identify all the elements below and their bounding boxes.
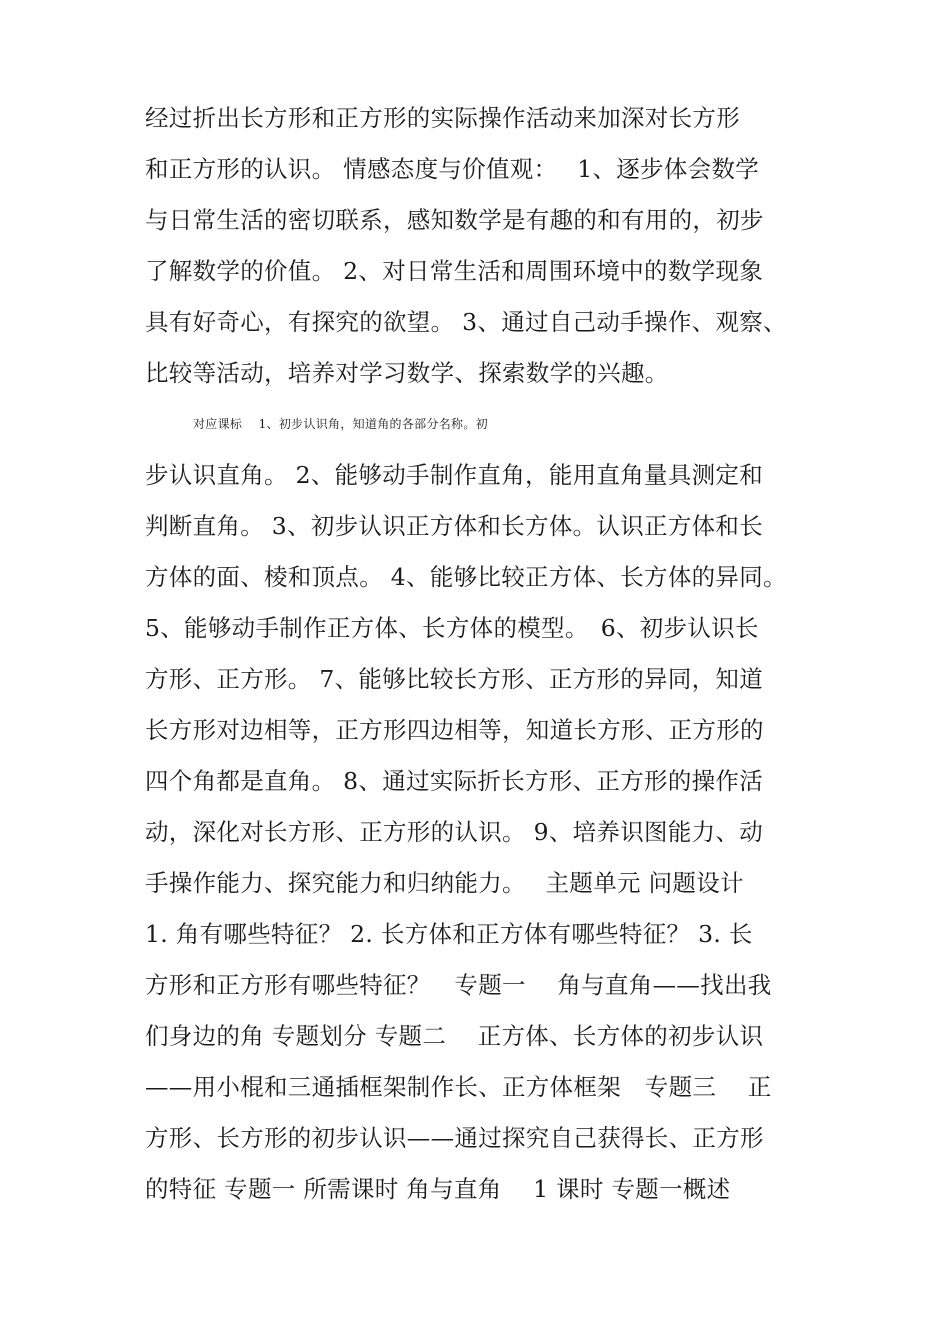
text-line-5: 具有好奇心，有探究的欲望。 3、通过自己动手操作、观察、 xyxy=(145,308,787,336)
text-line-11: 5、能够动手制作正方体、长方体的模型。 6、初步认识长 xyxy=(145,614,759,642)
text-line-2: 和正方形的认识。 情感态度与价值观： 1、逐步体会数学 xyxy=(145,155,760,183)
text-line-19: 们身边的角 专题划分 专题二 正方体、长方体的初步认识 xyxy=(145,1022,764,1050)
text-line-8: 步认识直角。 2、能够动手制作直角，能用直角量具测定和 xyxy=(145,461,764,489)
text-line-22: 的特征 专题一 所需课时 角与直角 1 课时 专题一概述 xyxy=(145,1175,731,1203)
text-line-1: 经过折出长方形和正方形的实际操作活动来加深对长方形 xyxy=(145,104,740,132)
text-line-15: 动，深化对长方形、正方形的认识。 9、培养识图能力、动 xyxy=(145,818,764,846)
text-line-21: 方形、长方形的初步认识——通过探究自己获得长、正方形 xyxy=(145,1124,764,1152)
text-line-4: 了解数学的价值。 2、对日常生活和周围环境中的数学现象 xyxy=(145,257,764,285)
text-line-12: 方形、正方形。 7、能够比较长方形、正方形的异同，知道 xyxy=(145,665,764,693)
text-line-9: 判断直角。 3、初步认识正方体和长方体。认识正方体和长 xyxy=(145,512,764,540)
text-line-14: 四个角都是直角。 8、通过实际折长方形、正方形的操作活 xyxy=(145,767,764,795)
text-line-18: 方形和正方形有哪些特征？ 专题一 角与直角——找出我 xyxy=(145,971,772,999)
text-line-17: 1. 角有哪些特征？ 2. 长方体和正方体有哪些特征？ 3. 长 xyxy=(145,920,753,948)
text-line-10: 方体的面、棱和顶点。 4、能够比较正方体、长方体的异同。 xyxy=(145,563,787,591)
text-line-3: 与日常生活的密切联系，感知数学是有趣的和有用的，初步 xyxy=(145,206,764,234)
text-line-13: 长方形对边相等，正方形四边相等，知道长方形、正方形的 xyxy=(145,716,764,744)
text-line-6: 比较等活动，培养对学习数学、探索数学的兴趣。 xyxy=(145,359,669,387)
text-line-7: 对应课标 1、初步认识角，知道角的各部分名称。初 xyxy=(193,417,488,431)
text-line-16: 手操作能力、探究能力和归纳能力。 主题单元 问题设计 xyxy=(145,869,744,897)
text-line-20: ——用小棍和三通插框架制作长、正方体框架 专题三 正 xyxy=(145,1073,772,1101)
